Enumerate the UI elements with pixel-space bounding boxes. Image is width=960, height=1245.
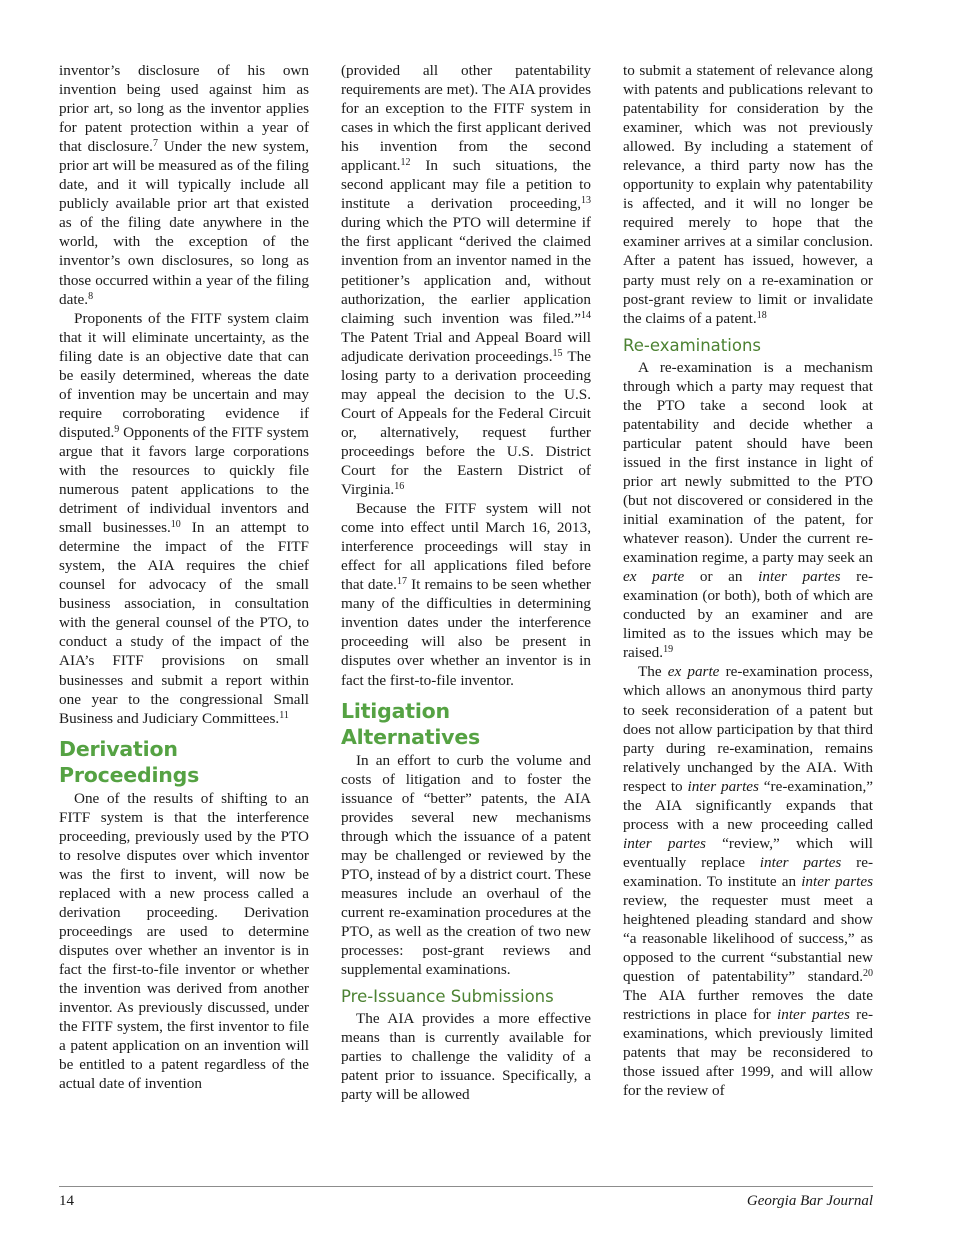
column-2 [341, 61, 591, 1104]
paragraph: In an effort to curb the volume and costs of litigation and to foster the issuance of “better” patents, the AIA provides several new mechanisms through which the issuance of a patent may be challenged or reviewed by the PTO, instead of by a district court. These measures include an overhaul of the current re-examination procedures at the PTO, as well as the creation of two new processes: post-grant reviews and supplemental examinations. [341, 751, 591, 979]
subsection-heading: Re-examinations [623, 335, 761, 355]
footnote-ref: 16 [394, 481, 405, 493]
column-3 [623, 61, 873, 1100]
paragraph: to submit a statement of relevance along with patents and publications relevant to patentability for consideration by the examiner, which was not previously allowed. By including a statement of relevance, a third party now has the opportunity to explain why patentability is affected, and it will no longer be required merely to hope that the examiner arrives at a similar conclusion. After a patent has issued, however, a party must rely on a re-examination or post-grant review to limit or invalidate the claims of a patent.$^{18}$ [623, 62, 873, 327]
section-heading: Derivation Proceedings [59, 736, 200, 787]
paragraph: Proponents of the FITF system claim that it will eliminate uncertainty, as the filing date is an objective date that can be easily determined, whereas the date of invention may be uncertain and may require corroborating evidence if disputed.$^9$ Opponents of the FITF system argue that it favors large corporations with the resources to quickly file numerous patent applications to the detriment of individual inventors and small businesses.$^{10}$ In an attempt to determine the impact of the FITF system, the AIA requires the chief counsel for advocacy of the small business association, in consultation with the general counsel of the PTO, to conduct a study of the impact of the AIA’s FITF provisions on small businesses and submit a report within one year to the congressional Small Business and Judiciary Committees.$^{11}$ [59, 309, 309, 727]
paragraph: The ex parte re-examination process, which allows an anonymous third party to seek reconsideration of a patent but does not allow participation by that third party during re-examination, remains relatively unchanged by the AIA. With respect to inter partes “re-examination,” the AIA significantly expands that process with a new proceeding called inter partes “review,” which will eventually replace inter partes re-examination. To institute an inter partes review, the requester must meet a heightened pleading standard and show “a reasonable likelihood of success,” as opposed to the current “substantial new question of patentability” standard.$^{20}$ The AIA further removes the date restrictions in place for inter partes re-examinations, which previously limited patents that may be reconsidered to those issued after 1999, and will allow for the review of [623, 663, 874, 1100]
paragraph: A re-examination is a mechanism through which a party may request that the PTO take a second look at patentability and decide whether a particular patent should have been issued in the first instance in light of prior art newly submitted to the PTO (but not discovered or considered in the initial examination of the patent, for whatever reason). Under the current re-examination regime, a party may seek an ex parte or an inter partes re-examination (or both), both of which are conducted by an examiner and are limited as to the issues which may be raised.$^{19}$ [623, 358, 873, 662]
footnote-ref: 17 [396, 576, 407, 588]
footnote-ref: 19 [663, 644, 674, 656]
footnote-ref: 13 [581, 195, 591, 207]
footnote-ref: 9 [114, 423, 120, 435]
footnote-ref: 15 [552, 347, 563, 359]
footnote-ref: 12 [400, 157, 411, 169]
section-heading: Litigation Alternatives [341, 698, 481, 749]
footnote-ref: 20 [863, 968, 873, 980]
footnote-ref: 18 [756, 309, 767, 321]
paragraph: One of the results of shifting to an FITF system is that the interference proceeding, previously used by the PTO to resolve disputes over which inventor was the first to invent, will now be replaced with a new process called a derivation proceeding. Derivation proceedings are used to determine disputes over whether an inventor is in fact the first-to-file inventor or whether the invention was derived from another inventor. As previously discussed, under the FITF system, the first inventor to file a patent application on an invention will be entitled to a patent regardless of the actual date of invention [59, 789, 309, 1093]
page-number: 14 [59, 1193, 74, 1209]
subsection-heading: Pre-Issuance Submissions [341, 987, 554, 1007]
column-1 [59, 61, 309, 1093]
footnote-ref: 10 [170, 519, 181, 531]
footnote-ref: 7 [152, 138, 158, 150]
footnote-ref: 8 [88, 290, 94, 302]
footnote-ref: 11 [279, 709, 289, 721]
footnote-ref: 14 [581, 309, 591, 321]
paragraph: The AIA provides a more effective means than is currently available for parties to challenge the validity of a patent prior to issuance. Specifically, a party will be allowed [341, 1010, 591, 1104]
paragraph: inventor’s disclosure of his own invention being used against him as prior art, so long as the inventor applies for patent protection within a year of that disclosure.$^7$ Under the new system, prior art will be measured as of the filing date, and it will typically include all publicly available prior art that existed as of the filing date anywhere in the world, with the exception of the inventor’s own disclosures, so long as those occurred within a year of the filing date.$^8$ [59, 62, 310, 308]
paragraph: Because the FITF system will not come into effect until March 16, 2013, interference proceedings will stay in effect for all applications filed before that date.$^{17}$ It remains to be seen whether many of the difficulties in determining invention dates under the interference proceeding will also be present in disputes over whether an inventor is in fact the first-to-file inventor. [341, 500, 591, 689]
journal-name: Georgia Bar Journal [746, 1193, 873, 1209]
footer-rule [59, 1186, 873, 1187]
paragraph: (provided all other patentability requirements are met). The AIA provides for an exception to the FITF system in cases in which the first applicant derived his invention from the second applicant.$^{12}$ In such situations, the second applicant may file a petition to institute a derivation proceeding,$^{13}$ during which the PTO will determine if the first applicant “derived the claimed invention from an inventor named in the petitioner’s application and, without authorization, the earlier application claiming such invention was filed.”$^{14}$ The Patent Trial and Appeal Board will adjudicate derivation proceedings.$^{15}$ The losing party to a derivation proceeding may appeal the decision to the U.S. Court of Appeals for the Federal Circuit or, alternatively, request further proceedings before the U.S. District Court for the Eastern District of Virginia.$^{16}$ [341, 62, 592, 499]
